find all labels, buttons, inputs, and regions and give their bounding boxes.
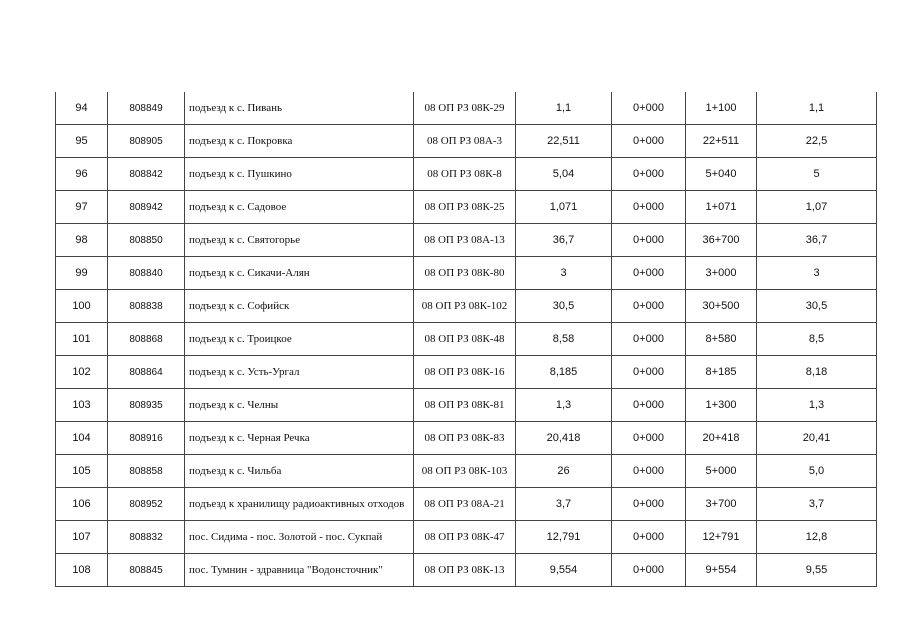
road-name-cell: пос. Сидима - пос. Золотой - пос. Сукпай [185,521,414,554]
table-row [56,224,877,257]
road-code-cell: 08 ОП РЗ 08А-21 [414,488,516,521]
row-number-cell: 100 [56,290,108,323]
start-km-cell: 0+000 [612,290,686,323]
table-row [56,488,877,521]
row-number-cell: 97 [56,191,108,224]
road-name-cell: подъезд к с. Садовое [185,191,414,224]
total-length-cell: 30,5 [757,290,877,323]
road-code-cell: 08 ОП РЗ 08К-29 [414,92,516,125]
road-id-cell: 808850 [108,224,185,257]
end-km-cell: 30+500 [686,290,757,323]
length-cell: 30,5 [516,290,612,323]
end-km-cell: 22+511 [686,125,757,158]
road-code-cell: 08 ОП РЗ 08К-47 [414,521,516,554]
start-km-cell: 0+000 [612,488,686,521]
row-number-cell: 101 [56,323,108,356]
total-length-cell: 1,1 [757,92,877,125]
end-km-cell: 8+185 [686,356,757,389]
road-id-cell: 808838 [108,290,185,323]
table-row [56,158,877,191]
total-length-cell: 3 [757,257,877,290]
row-number-cell: 103 [56,389,108,422]
road-code-cell: 08 ОП РЗ 08К-103 [414,455,516,488]
end-km-cell: 3+700 [686,488,757,521]
road-name-cell: подъезд к с. Челны [185,389,414,422]
end-km-cell: 8+580 [686,323,757,356]
road-id-cell: 808868 [108,323,185,356]
table-row [56,323,877,356]
length-cell: 8,185 [516,356,612,389]
row-number-cell: 104 [56,422,108,455]
row-number-cell: 102 [56,356,108,389]
road-code-cell: 08 ОП РЗ 08К-48 [414,323,516,356]
road-id-cell: 808905 [108,125,185,158]
table-row [56,257,877,290]
length-cell: 26 [516,455,612,488]
total-length-cell: 5 [757,158,877,191]
row-number-cell: 99 [56,257,108,290]
total-length-cell: 8,18 [757,356,877,389]
start-km-cell: 0+000 [612,92,686,125]
start-km-cell: 0+000 [612,521,686,554]
table-row [56,554,877,587]
end-km-cell: 1+071 [686,191,757,224]
end-km-cell: 3+000 [686,257,757,290]
end-km-cell: 5+000 [686,455,757,488]
road-code-cell: 08 ОП РЗ 08А-3 [414,125,516,158]
total-length-cell: 36,7 [757,224,877,257]
total-length-cell: 9,55 [757,554,877,587]
row-number-cell: 105 [56,455,108,488]
road-id-cell: 808832 [108,521,185,554]
start-km-cell: 0+000 [612,224,686,257]
total-length-cell: 20,41 [757,422,877,455]
start-km-cell: 0+000 [612,455,686,488]
road-code-cell: 08 ОП РЗ 08К-25 [414,191,516,224]
start-km-cell: 0+000 [612,257,686,290]
start-km-cell: 0+000 [612,356,686,389]
row-number-cell: 98 [56,224,108,257]
row-number-cell: 95 [56,125,108,158]
road-name-cell: подъезд к с. Софийск [185,290,414,323]
row-number-cell: 106 [56,488,108,521]
end-km-cell: 20+418 [686,422,757,455]
road-id-cell: 808952 [108,488,185,521]
row-number-cell: 94 [56,92,108,125]
table-body [56,92,877,587]
road-id-cell: 808935 [108,389,185,422]
length-cell: 12,791 [516,521,612,554]
length-cell: 1,1 [516,92,612,125]
road-id-cell: 808942 [108,191,185,224]
start-km-cell: 0+000 [612,554,686,587]
road-id-cell: 808858 [108,455,185,488]
end-km-cell: 5+040 [686,158,757,191]
length-cell: 36,7 [516,224,612,257]
road-code-cell: 08 ОП РЗ 08К-81 [414,389,516,422]
road-name-cell: подъезд к с. Троицкое [185,323,414,356]
road-name-cell: подъезд к с. Святогорье [185,224,414,257]
start-km-cell: 0+000 [612,389,686,422]
length-cell: 3 [516,257,612,290]
road-id-cell: 808849 [108,92,185,125]
table-row [56,191,877,224]
length-cell: 22,511 [516,125,612,158]
total-length-cell: 1,3 [757,389,877,422]
road-name-cell: подъезд к с. Сикачи-Алян [185,257,414,290]
length-cell: 9,554 [516,554,612,587]
length-cell: 20,418 [516,422,612,455]
end-km-cell: 12+791 [686,521,757,554]
road-name-cell: подъезд к с. Усть-Ургал [185,356,414,389]
length-cell: 3,7 [516,488,612,521]
total-length-cell: 1,07 [757,191,877,224]
length-cell: 1,071 [516,191,612,224]
road-name-cell: пос. Тумнин - здравница "Водонсточник" [185,554,414,587]
road-code-cell: 08 ОП РЗ 08К-80 [414,257,516,290]
start-km-cell: 0+000 [612,158,686,191]
road-code-cell: 08 ОП РЗ 08К-13 [414,554,516,587]
road-id-cell: 808840 [108,257,185,290]
road-name-cell: подъезд к с. Пушкино [185,158,414,191]
start-km-cell: 0+000 [612,422,686,455]
road-id-cell: 808842 [108,158,185,191]
road-code-cell: 08 ОП РЗ 08А-13 [414,224,516,257]
road-code-cell: 08 ОП РЗ 08К-102 [414,290,516,323]
road-name-cell: подъезд к с. Черная Речка [185,422,414,455]
road-name-cell: подъезд к с. Чильба [185,455,414,488]
total-length-cell: 8,5 [757,323,877,356]
road-id-cell: 808845 [108,554,185,587]
road-name-cell: подъезд к с. Пивань [185,92,414,125]
road-code-cell: 08 ОП РЗ 08К-8 [414,158,516,191]
end-km-cell: 1+100 [686,92,757,125]
start-km-cell: 0+000 [612,191,686,224]
table-row [56,389,877,422]
table-row [56,125,877,158]
road-code-cell: 08 ОП РЗ 08К-16 [414,356,516,389]
total-length-cell: 12,8 [757,521,877,554]
row-number-cell: 96 [56,158,108,191]
row-number-cell: 108 [56,554,108,587]
road-id-cell: 808864 [108,356,185,389]
total-length-cell: 3,7 [757,488,877,521]
road-id-cell: 808916 [108,422,185,455]
table-row [56,356,877,389]
end-km-cell: 1+300 [686,389,757,422]
road-name-cell: подъезд к хранилищу радиоактивных отходов [185,488,414,521]
table-row [56,290,877,323]
start-km-cell: 0+000 [612,323,686,356]
start-km-cell: 0+000 [612,125,686,158]
total-length-cell: 5,0 [757,455,877,488]
roads-table [55,92,877,587]
row-number-cell: 107 [56,521,108,554]
end-km-cell: 9+554 [686,554,757,587]
total-length-cell: 22,5 [757,125,877,158]
length-cell: 5,04 [516,158,612,191]
table-row [56,422,877,455]
length-cell: 1,3 [516,389,612,422]
end-km-cell: 36+700 [686,224,757,257]
road-code-cell: 08 ОП РЗ 08К-83 [414,422,516,455]
road-name-cell: подъезд к с. Покровка [185,125,414,158]
table-row [56,92,877,125]
table-row [56,455,877,488]
table-row [56,521,877,554]
length-cell: 8,58 [516,323,612,356]
